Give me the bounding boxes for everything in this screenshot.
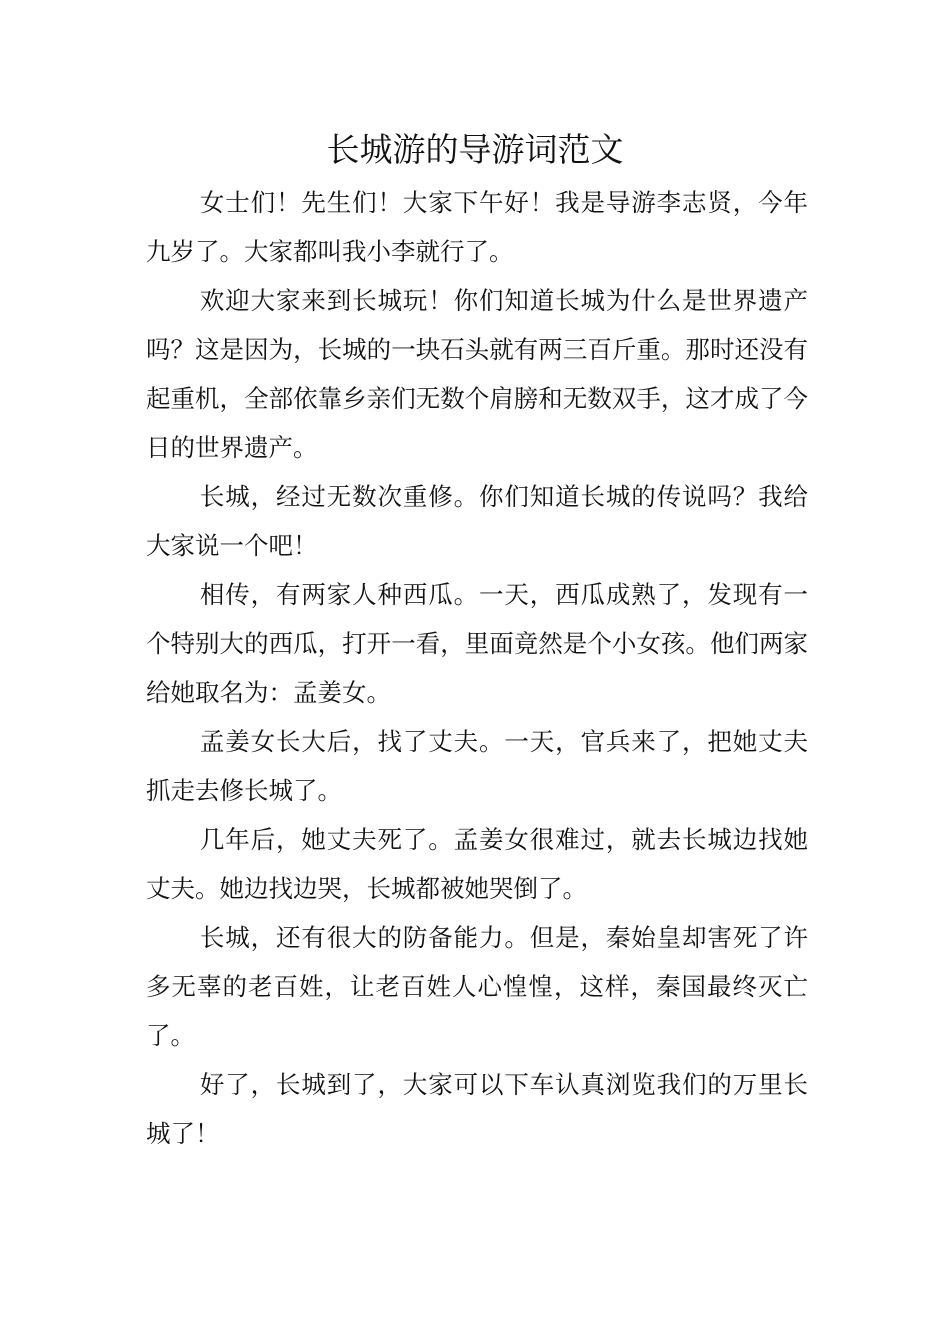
document-title: 长城游的导游词范文	[326, 130, 624, 169]
paragraph-1: 女士们！先生们！大家下午好！我是导游李志贤，今年九岁了。大家都叫我小李就行了。	[146, 188, 808, 266]
paragraph-2: 欢迎大家来到长城玩！你们知道长城为什么是世界遗产吗？这是因为，长城的一块石头就有两三百斤重。那时还没有起重机，全部依靠乡亲们无数个肩膀和无数双手，这才成了今日的世界遗产。	[146, 286, 808, 462]
paragraph-3: 长城，经过无数次重修。你们知道长城的传说吗？我给大家说一个吧！	[146, 482, 808, 560]
paragraph-7: 长城，还有很大的防备能力。但是，秦始皇却害死了许多无辜的老百姓，让老百姓人心惶惶，这样，秦国最终灭亡了。	[146, 923, 808, 1050]
paragraph-5: 孟姜女长大后，找了丈夫。一天，官兵来了，把她丈夫抓走去修长城了。	[146, 727, 808, 805]
paragraph-6: 几年后，她丈夫死了。孟姜女很难过，就去长城边找她丈夫。她边找边哭，长城都被她哭倒了。	[146, 825, 808, 903]
document-body	[146, 178, 808, 1158]
paragraph-4: 相传，有两家人种西瓜。一天，西瓜成熟了，发现有一个特别大的西瓜，打开一看，里面竟然是个小女孩。他们两家给她取名为：孟姜女。	[146, 580, 808, 707]
paragraph-8: 好了，长城到了，大家可以下车认真浏览我们的万里长城了！	[146, 1070, 808, 1148]
